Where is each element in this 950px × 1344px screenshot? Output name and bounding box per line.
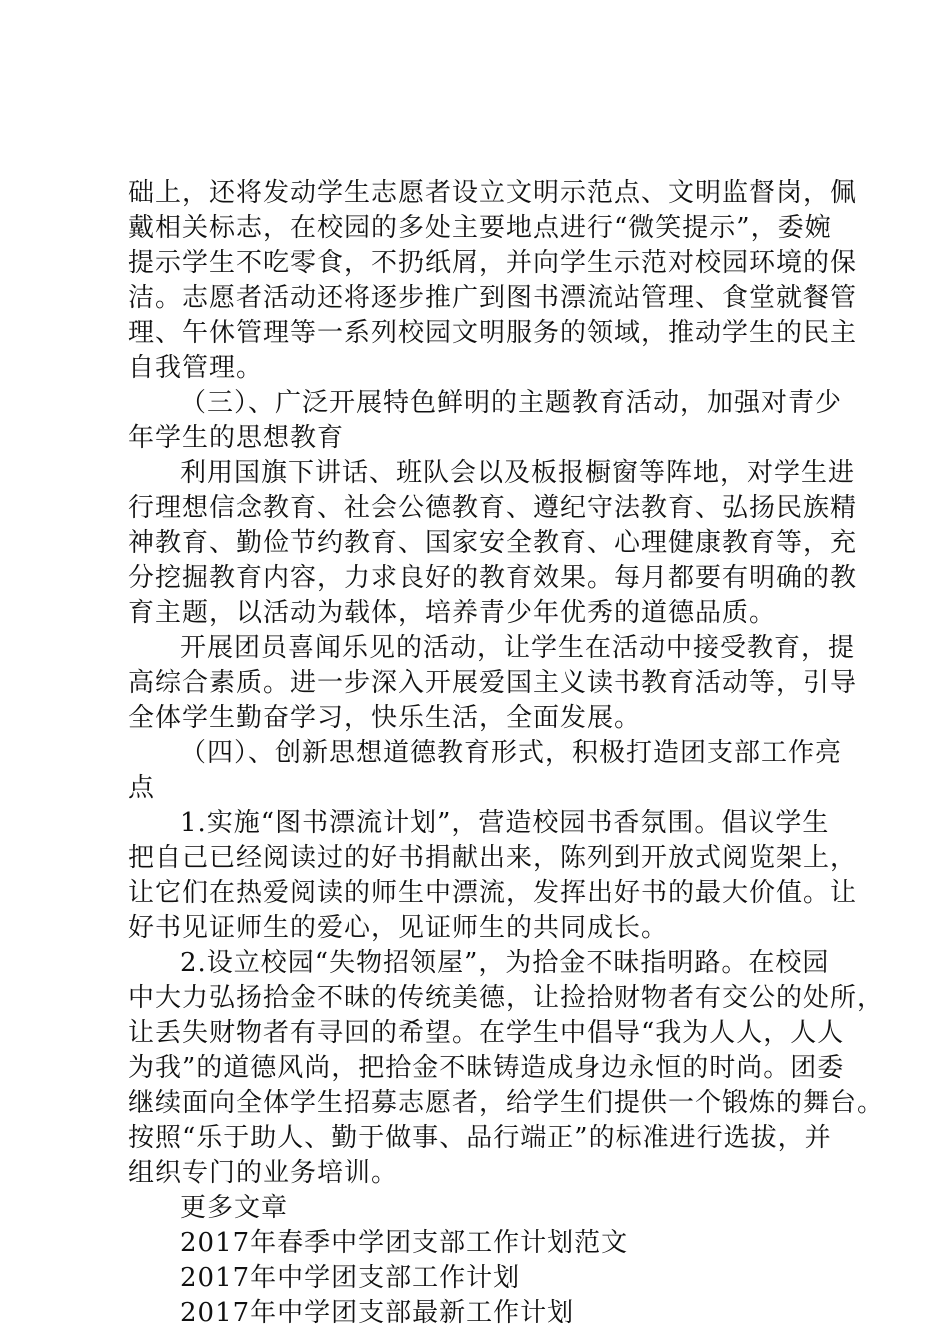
text-line: 育主题，以活动为载体，培养青少年优秀的道德品质。 bbox=[128, 598, 777, 628]
text-line: 提示学生不吃零食，不扔纸屑，并向学生示范对校园环境的保 bbox=[128, 248, 858, 278]
text-line: 2.设立校园“失物招领屋”，为拾金不昧指明路。在校园 bbox=[180, 948, 830, 978]
text-line: 组织专门的业务培训。 bbox=[128, 1158, 399, 1188]
text-line: 好书见证师生的爱心，见证师生的共同成长。 bbox=[128, 913, 669, 943]
text-line: 继续面向全体学生招募志愿者，给学生们提供一个锻炼的舞台。 bbox=[128, 1088, 885, 1118]
text-line: 高综合素质。进一步深入开展爱国主义读书教育活动等，引导 bbox=[128, 668, 858, 698]
text-line: 洁。志愿者活动还将逐步推广到图书漂流站管理、食堂就餐管 bbox=[128, 283, 858, 313]
section-heading: 年学生的思想教育 bbox=[128, 423, 345, 453]
text-line: 开展团员喜闻乐见的活动，让学生在活动中接受教育，提 bbox=[180, 633, 856, 663]
text-line: 神教育、勤俭节约教育、国家安全教育、心理健康教育等，充 bbox=[128, 528, 858, 558]
text-line: 础上，还将发动学生志愿者设立文明示范点、文明监督岗，佩 bbox=[128, 178, 858, 208]
article-link[interactable]: 2017年中学团支部工作计划 bbox=[180, 1263, 521, 1293]
text-line: 让丢失财物者有寻回的希望。在学生中倡导“我为人人，人人 bbox=[128, 1018, 845, 1048]
more-articles-heading: 更多文章 bbox=[180, 1193, 289, 1223]
text-line: 为我”的道德风尚，把拾金不昧铸造成身边永恒的时尚。团委 bbox=[128, 1053, 845, 1083]
section-heading: （四）、创新思想道德教育形式，积极打造团支部工作亮 bbox=[180, 738, 843, 768]
text-line: 自我管理。 bbox=[128, 353, 264, 383]
article-link[interactable]: 2017年春季中学团支部工作计划范文 bbox=[180, 1228, 629, 1258]
section-heading: 点 bbox=[128, 773, 156, 803]
text-line: 戴相关标志，在校园的多处主要地点进行“微笑提示”，委婉 bbox=[128, 213, 832, 243]
section-heading: （三）、广泛开展特色鲜明的主题教育活动，加强对青少 bbox=[180, 388, 843, 418]
text-line: 全体学生勤奋学习，快乐生活，全面发展。 bbox=[128, 703, 642, 733]
text-line: 按照“乐于助人、勤于做事、品行端正”的标准进行选拔，并 bbox=[128, 1123, 832, 1153]
text-line: 中大力弘扬拾金不昧的传统美德，让捡拾财物者有交公的处所， bbox=[128, 983, 885, 1013]
text-line: 分挖掘教育内容，力求良好的教育效果。每月都要有明确的教 bbox=[128, 563, 858, 593]
article-link[interactable]: 2017年中学团支部最新工作计划 bbox=[180, 1298, 575, 1328]
text-line: 利用国旗下讲话、班队会以及板报橱窗等阵地，对学生进 bbox=[180, 458, 856, 488]
text-line: 1.实施“图书漂流计划”，营造校园书香氛围。倡议学生 bbox=[180, 808, 830, 838]
text-line: 行理想信念教育、社会公德教育、遵纪守法教育、弘扬民族精 bbox=[128, 493, 858, 523]
text-line: 让它们在热爱阅读的师生中漂流，发挥出好书的最大价值。让 bbox=[128, 878, 858, 908]
text-line: 把自己已经阅读过的好书捐献出来，陈列到开放式阅览架上， bbox=[128, 843, 858, 873]
text-line: 理、午休管理等一系列校园文明服务的领域，推动学生的民主 bbox=[128, 318, 858, 348]
